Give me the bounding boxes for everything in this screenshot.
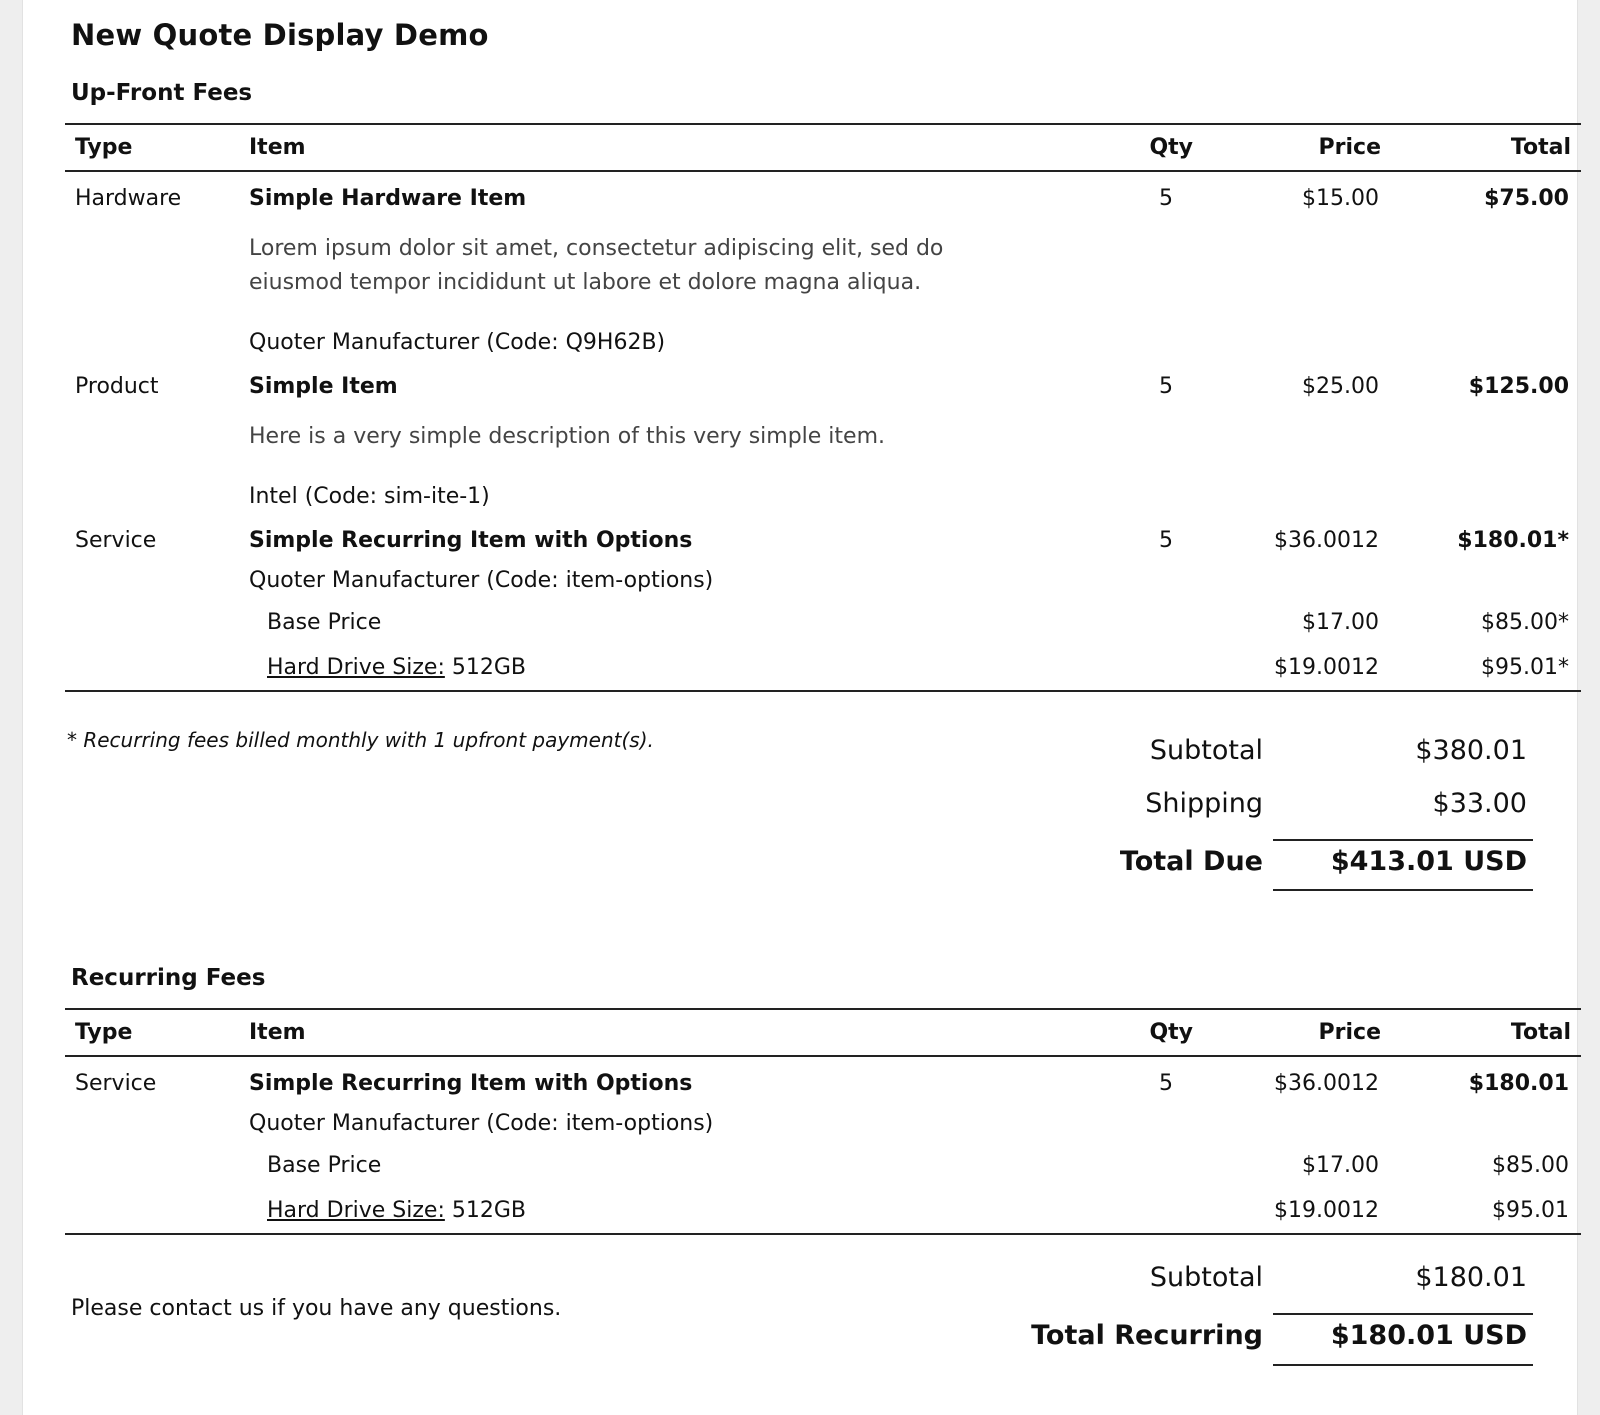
quote-page — [22, 0, 1578, 1415]
table-row — [65, 404, 1581, 454]
upfront-summary — [1113, 735, 1533, 899]
option-total: $85.00* — [1481, 610, 1569, 635]
shipping-label: Shipping — [1145, 788, 1263, 819]
header-item: Item — [239, 1009, 1023, 1056]
option-label: Base Price — [267, 1153, 382, 1178]
recurring-table — [65, 1008, 1581, 1235]
subtotal-label: Subtotal — [1149, 735, 1263, 766]
recurring-summary — [1031, 1262, 1533, 1373]
header-qty: Qty — [1023, 1009, 1203, 1056]
recurring-heading: Recurring Fees — [71, 965, 266, 991]
header-price: Price — [1203, 124, 1391, 171]
option-price: $19.0012 — [1203, 645, 1391, 691]
header-price: Price — [1203, 1009, 1391, 1056]
header-item: Item — [239, 124, 1023, 171]
total-recurring-label: Total Recurring — [1031, 1320, 1263, 1351]
shipping-row — [1113, 788, 1533, 841]
subtotal-label: Subtotal — [1149, 1262, 1263, 1293]
table-row — [65, 216, 1581, 300]
table-row — [65, 1101, 1581, 1143]
item-price: $15.00 — [1302, 186, 1379, 211]
option-row — [65, 645, 1581, 691]
item-name: Simple Hardware Item — [249, 186, 527, 211]
upfront-heading: Up-Front Fees — [71, 80, 253, 106]
table-row — [65, 1056, 1581, 1101]
header-total: Total — [1391, 1009, 1581, 1056]
item-total: $180.01 — [1468, 1071, 1569, 1096]
total-due-value: $413.01 USD — [1330, 846, 1527, 877]
item-price: $36.0012 — [1274, 1071, 1379, 1096]
table-row — [65, 300, 1581, 360]
option-total: $95.01* — [1391, 645, 1581, 691]
option-row — [65, 600, 1581, 645]
table-row — [65, 514, 1581, 558]
item-manufacturer: Intel (Code: sim-ite-1) — [249, 484, 490, 509]
option-price: $17.00 — [1302, 1153, 1379, 1178]
option-price: $17.00 — [1302, 610, 1379, 635]
subtotal-value: $180.01 — [1415, 1262, 1527, 1293]
total-due-label: Total Due — [1119, 846, 1263, 877]
table-row — [65, 558, 1581, 600]
table-row — [65, 360, 1581, 404]
total-recurring-value: $180.01 USD — [1330, 1320, 1527, 1351]
item-qty: 5 — [1159, 374, 1173, 399]
item-manufacturer: Quoter Manufacturer (Code: item-options) — [249, 568, 714, 593]
option-value: 512GB — [451, 655, 526, 680]
divider — [1273, 839, 1533, 841]
option-row — [65, 1143, 1581, 1188]
shipping-value: $33.00 — [1432, 788, 1527, 819]
option-price: $19.0012 — [1203, 1188, 1391, 1234]
item-name: Simple Recurring Item with Options — [249, 1071, 693, 1096]
item-type: Service — [75, 1071, 157, 1096]
table-row — [65, 454, 1581, 514]
item-manufacturer: Quoter Manufacturer (Code: item-options) — [249, 1111, 714, 1136]
table-row — [65, 171, 1581, 216]
item-total: $75.00 — [1484, 186, 1569, 211]
subtotal-row — [1113, 1262, 1533, 1315]
table-header-row — [65, 124, 1581, 171]
subtotal-row — [1113, 735, 1533, 788]
item-price: $36.0012 — [1274, 528, 1379, 553]
recurring-note: * Recurring fees billed monthly with 1 upfront payment(s). — [67, 728, 654, 752]
item-type: Service — [75, 528, 157, 553]
page-title: New Quote Display Demo — [71, 18, 489, 52]
option-total: $95.01 — [1391, 1188, 1581, 1234]
item-description: Lorem ipsum dolor sit amet, consectetur adipiscing elit, sed do eiusmod tempor incididunt ut labore et dolore magna aliqua. — [249, 236, 944, 295]
item-total: $125.00 — [1468, 374, 1569, 399]
contact-note: Please contact us if you have any questions. — [71, 1296, 562, 1321]
subtotal-value: $380.01 — [1415, 735, 1527, 766]
total-due-row — [1113, 846, 1533, 899]
divider — [1273, 1313, 1533, 1315]
upfront-table — [65, 123, 1581, 692]
item-name: Simple Item — [249, 374, 398, 399]
divider — [1273, 1364, 1533, 1366]
item-type: Hardware — [75, 186, 182, 211]
item-price: $25.00 — [1302, 374, 1379, 399]
item-total: $180.01* — [1457, 528, 1569, 553]
header-type: Type — [65, 124, 239, 171]
option-label: Base Price — [267, 610, 382, 635]
option-row — [65, 1188, 1581, 1234]
item-description: Here is a very simple description of this very simple item. — [249, 424, 886, 449]
header-total: Total — [1391, 124, 1581, 171]
divider — [1273, 889, 1533, 891]
option-value: 512GB — [451, 1198, 526, 1223]
item-qty: 5 — [1159, 528, 1173, 553]
option-label: Hard Drive Size: — [267, 655, 445, 680]
table-header-row — [65, 1009, 1581, 1056]
item-manufacturer: Quoter Manufacturer (Code: Q9H62B) — [249, 330, 666, 355]
option-total: $85.00 — [1492, 1153, 1569, 1178]
item-type: Product — [75, 374, 159, 399]
item-name: Simple Recurring Item with Options — [249, 528, 693, 553]
item-qty: 5 — [1159, 186, 1173, 211]
header-qty: Qty — [1023, 124, 1203, 171]
item-qty: 5 — [1159, 1071, 1173, 1096]
header-type: Type — [65, 1009, 239, 1056]
option-label: Hard Drive Size: — [267, 1198, 445, 1223]
